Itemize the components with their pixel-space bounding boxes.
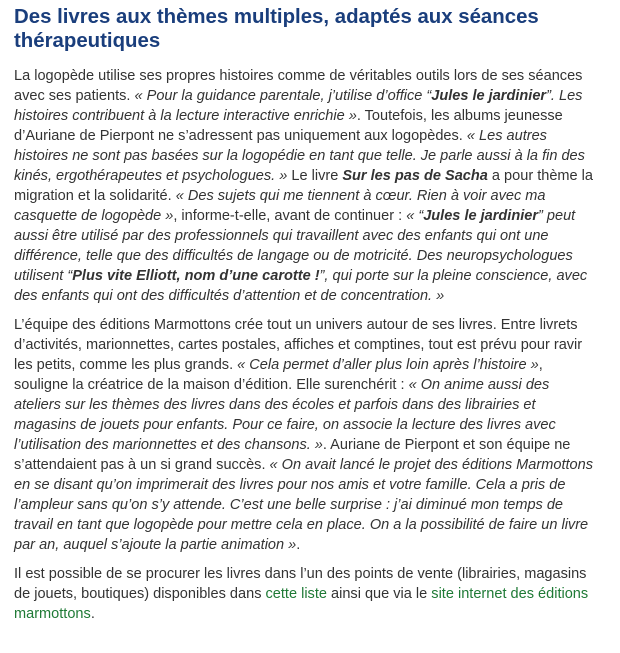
paragraph-1 [14,66,600,306]
text-segment: a pour thème la migration et la solidarité. [14,168,593,204]
quote: « Cela permet d’aller plus loin après l’histoire » [237,357,539,373]
book-title-jules: Jules le jardinier [431,88,547,104]
paragraph-3 [14,564,600,624]
book-title-elliott: Plus vite Elliott, nom d’une carotte ! [72,268,320,284]
quote: « Les autres histoires ne sont pas basées sur la logopédie en tant que telle. Je parle aussi à la fin des kinés, ergothérapeutes et psychologues. » [14,128,585,184]
paragraph-2 [14,315,600,555]
text-segment: Il est possible de se procurer les livres dans l’un des points de vente (librairies, magasins de jouets, boutiques) disponibles dans [14,566,587,602]
text-segment: . Toutefois, les albums jeunesse d’Auriane de Pierpont ne s’adressent pas uniquement aux logopèdes. [14,108,563,144]
quote: « “Jules le jardinier” peut aussi être utilisé par des professionnels qui travaillent avec des enfants qui ont une différence, telle que des difficultés de langage ou de motricité. Des neuropsychologues utilisent “Plus vite Elliott, nom d’une carotte !”, qui porte sur la pleine conscience, avec des enfants qui ont des difficultés d’attention et de concentration. » [14,208,588,304]
marmottons-website-link[interactable]: site internet des éditions marmottons [14,586,589,622]
quote: « Pour la guidance parentale, j’utilise d’office “Jules le jardinier”. Les histoires contribuent à la lecture interactive enrichie » [14,88,583,124]
text-segment: Le livre [287,168,343,184]
text-segment: , souligne la créatrice de la maison d’édition. Elle surenchérit : [14,357,543,393]
quote: « Des sujets qui me tiennent à cœur. Rien à voir avec ma casquette de logopède » [14,188,546,224]
book-title-sacha: Sur les pas de Sacha [342,168,488,184]
text-segment: . Auriane de Pierpont et son équipe ne s’attendaient pas à un si grand succès. [14,437,571,473]
text-segment: L’équipe des éditions Marmottons crée tout un univers autour de ses livres. Entre livrets d’activités, marionnettes, cartes postales, affiches et comptines, tout est prévu pour ravir les petits, comme les plus grands. [14,317,583,373]
text-segment: , informe-t-elle, avant de continuer : [173,208,407,224]
article-title: Des livres aux thèmes multiples, adaptés aux séances thérapeutiques [14,6,539,52]
text-segment: La logopède utilise ses propres histoires comme de véritables outils lors de ses séances avec ses patients. [14,68,583,104]
text-segment: ainsi que via le [326,586,432,602]
text-segment: . [296,537,301,553]
quote: « On avait lancé le projet des éditions Marmottons en se disant qu’on imprimerait des livres pour nos amis et votre famille. Cela a pris de l’ampleur sans qu’on s’y attende. C’est une belle surprise : j’ai diminué mon temps de travail en tant que logopède pour mettre cela en place. On a la possibilité de faire un livre par an, auquel s’ajoute la partie animation » [14,457,593,553]
book-title-jules: Jules le jardinier [423,208,539,224]
points-of-sale-list-link[interactable]: cette liste [265,586,327,602]
text-segment: . [90,606,95,622]
quote: « On anime aussi des ateliers sur les thèmes des livres dans des écoles et parfois dans des librairies et magasins de jouets pour enfants. Pour ce faire, on associe la lecture des livres avec l’utilisation des marionnettes et des chansons. » [14,377,556,453]
